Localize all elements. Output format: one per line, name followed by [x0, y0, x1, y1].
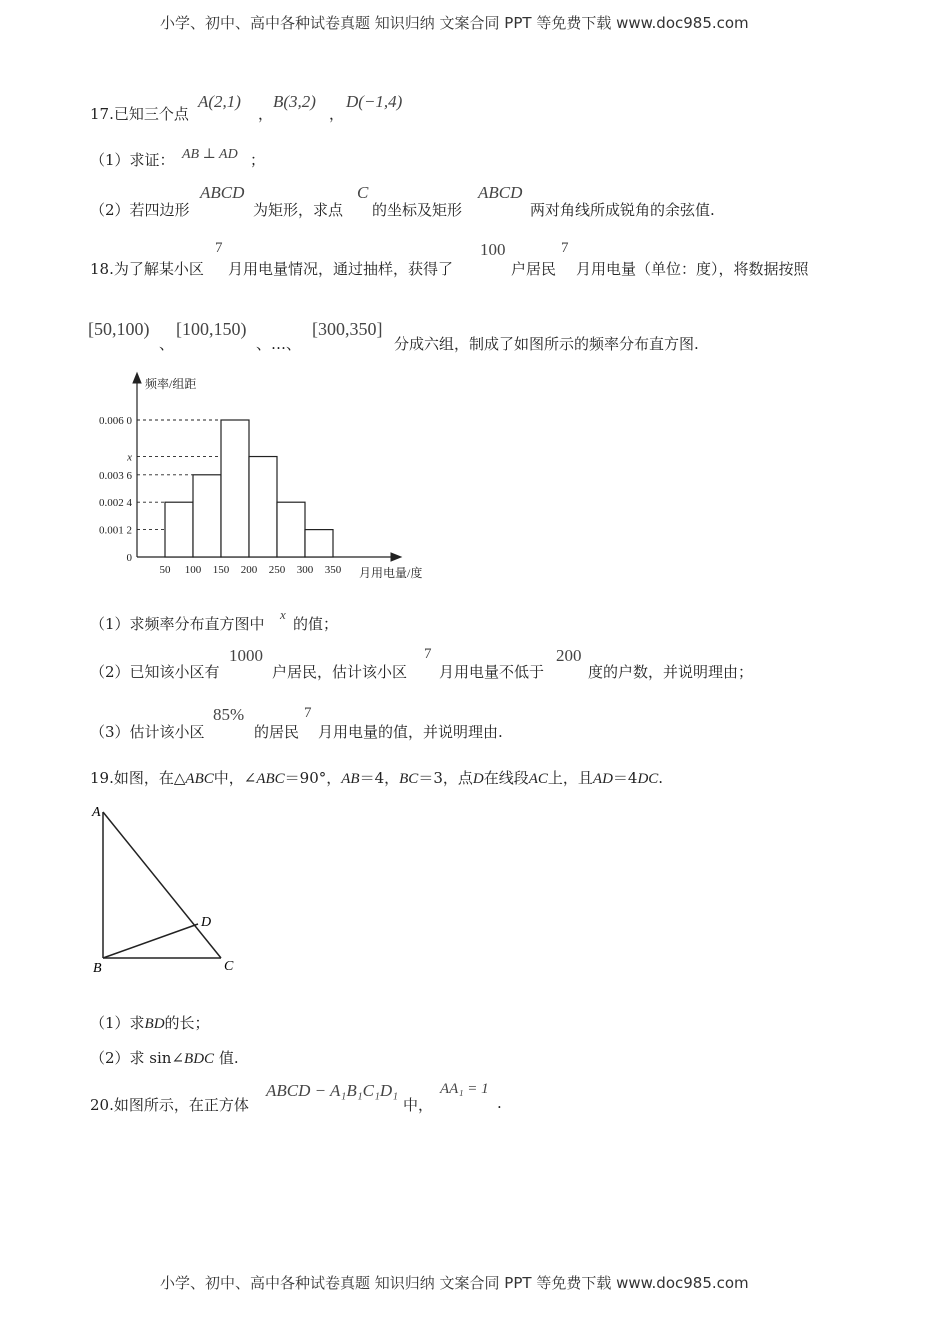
y-tick-label: x [127, 451, 132, 464]
q18-interval-2: [100,150) [176, 319, 247, 339]
q17-part2-a: （2）若四边形 [90, 201, 190, 219]
q17-part1-math: AB ⊥ AD [182, 147, 238, 162]
q20-edge: AA₁ = 1 [440, 1081, 489, 1097]
page-header: 小学、初中、高中各种试卷真题 知识归纳 文案合同 PPT 等免费下载 www.doc985.com [160, 14, 749, 32]
q18-line1-d: 月用电量（单位：度），将数据按照 [576, 260, 809, 278]
x-tick-label: 300 [296, 564, 314, 576]
q18-part2-b: 户居民，估计该小区 [272, 663, 408, 681]
y-tick-label: 0.002 4 [99, 497, 132, 510]
x-tick-label: 150 [212, 564, 230, 576]
triangle-figure [85, 800, 245, 980]
q17-part2-d: 的坐标及矩形 [372, 201, 463, 219]
q17-part2-b: 为矩形，求点 [253, 201, 344, 219]
label-b: B [93, 961, 102, 976]
y-tick-label: 0.006 0 [99, 415, 132, 427]
q17-point-d: D(−1,4) [346, 92, 403, 111]
x-tick-label: 250 [268, 564, 286, 576]
q19-stem: 19.如图，在△ABC中，∠ABC＝90°，AB＝4，BC＝3，点D在线段AC上，且AD＝4DC. [90, 769, 664, 787]
q18-part1-x: x [280, 607, 286, 622]
q18-hundred: 100 [480, 240, 506, 259]
q18-line1-b: 月用电量情况，通过抽样，获得了 [228, 260, 454, 278]
q20-stem-c: . [497, 1094, 502, 1112]
histogram-bar [305, 530, 333, 557]
segment-bd [103, 924, 198, 958]
q18-sep: 、 [159, 335, 175, 353]
q18-part3-b: 的居民 [254, 723, 300, 741]
histogram-bar [249, 457, 277, 557]
label-d: D [201, 915, 212, 930]
label-a: A [92, 805, 101, 820]
page-footer: 小学、初中、高中各种试卷真题 知识归纳 文案合同 PPT 等免费下载 www.doc985.com [160, 1274, 749, 1292]
histogram-bar [165, 502, 193, 557]
frequency-histogram [80, 370, 460, 590]
q18-seven: 7 [424, 646, 432, 662]
x-tick-label: 350 [324, 564, 342, 576]
q17-part2-c: C [357, 183, 369, 202]
label-c: C [224, 959, 234, 974]
x-tick-label: 50 [159, 564, 171, 576]
q17-part1-label: （1）求证： [90, 151, 175, 169]
y-axis-arrow [133, 373, 141, 383]
q18-part2-a: （2）已知该小区有 [90, 663, 220, 681]
q17-sep: ， [329, 105, 345, 123]
q20-cube: ABCD − A₁B₁C₁D₁ [266, 1081, 399, 1100]
q18-seven: 7 [215, 240, 223, 256]
q17-part1-end: ； [250, 151, 266, 169]
q17-point-a: A(2,1) [198, 92, 241, 111]
q18-part3-85: 85% [213, 705, 245, 724]
q18-line1-c: 户居民 [511, 260, 557, 278]
x-axis-label: 月用电量/度 [359, 566, 423, 580]
q20-stem-a: 20.如图所示，在正方体 [90, 1096, 249, 1114]
q18-part1-a: （1）求频率分布直方图中 [90, 615, 265, 633]
q18-line2-end: 分成六组，制成了如图所示的频率分布直方图. [394, 335, 699, 353]
q18-part2-1000: 1000 [229, 646, 263, 665]
y-tick-label: 0 [126, 552, 132, 564]
q18-ellipsis: 、…、 [256, 335, 302, 353]
q18-part2-c: 月用电量不低于 [439, 663, 545, 681]
q18-line1-a: 18.为了解某小区 [90, 260, 204, 278]
q17-part2-e: 两对角线所成锐角的余弦值. [530, 201, 715, 219]
y-tick-label: 0.001 2 [99, 524, 132, 537]
q19-part2: （2）求 sin∠BDC 值. [90, 1049, 239, 1067]
q17-stem: 17.已知三个点 [90, 105, 189, 123]
x-tick-label: 200 [240, 564, 258, 576]
histogram-bar [221, 420, 249, 557]
q18-interval-1: [50,100) [88, 319, 150, 339]
y-axis-label: 频率/组距 [145, 377, 197, 391]
q18-seven: 7 [561, 240, 569, 256]
x-axis-arrow [391, 553, 401, 561]
y-tick-label: 0.003 6 [99, 469, 132, 482]
histogram-bar [193, 475, 221, 557]
q18-part3-c: 月用电量的值，并说明理由. [318, 723, 503, 741]
q20-stem-b: 中， [403, 1096, 434, 1114]
q17-part2-abcd2: ABCD [478, 183, 523, 202]
q17-sep: ， [258, 105, 274, 123]
x-tick-label: 100 [184, 564, 202, 576]
q18-part3-a: （3）估计该小区 [90, 723, 205, 741]
q18-part2-200: 200 [556, 646, 582, 665]
q17-part2-abcd: ABCD [200, 183, 245, 202]
q18-part2-d: 度的户数，并说明理由； [588, 663, 754, 681]
q19-part1: （1）求BD的长； [90, 1014, 210, 1032]
q18-interval-3: [300,350] [312, 319, 383, 339]
q17-point-b: B(3,2) [273, 92, 316, 111]
q18-seven: 7 [304, 705, 312, 721]
q18-part1-b: 的值； [293, 615, 339, 633]
histogram-bar [277, 502, 305, 557]
